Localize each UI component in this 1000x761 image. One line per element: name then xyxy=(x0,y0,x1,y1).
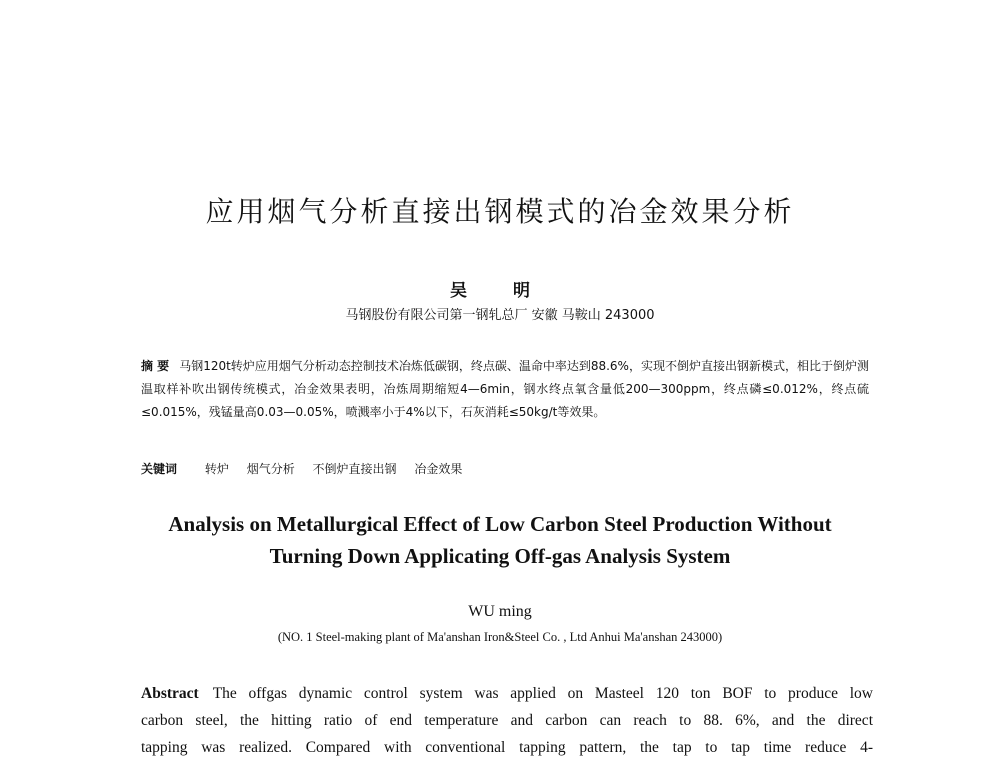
english-abstract-line-1: Abstract The offgas dynamic control system was applied on Masteel 120 ton BOF to produce low xyxy=(141,685,873,702)
chinese-abstract xyxy=(141,355,869,424)
chinese-keywords-label: 关键词 xyxy=(141,462,178,476)
english-abstract-label: Abstract xyxy=(141,685,199,702)
english-title xyxy=(120,508,880,572)
english-abstract-line-3: tapping was realized. Compared with conventional tapping pattern, the tap to tap time reduce 4- xyxy=(141,739,873,756)
english-title-line-2: Turning Down Applicating Off-gas Analysis System xyxy=(269,544,731,568)
english-author: WU ming xyxy=(468,603,532,620)
keyword: 烟气分析 xyxy=(246,462,295,476)
chinese-affiliation: 马钢股份有限公司第一钢轧总厂 安徽 马鞍山 243000 xyxy=(345,308,655,323)
english-title-line-1: Analysis on Metallurgical Effect of Low Carbon Steel Production Without xyxy=(168,512,832,536)
english-affiliation: (NO. 1 Steel-making plant of Ma'anshan Iron&Steel Co. , Ltd Anhui Ma'anshan 243000) xyxy=(277,630,723,644)
keyword: 转炉 xyxy=(204,462,229,476)
english-abstract xyxy=(141,680,873,761)
chinese-abstract-text: 马钢120t转炉应用烟气分析动态控制技术冶炼低碳钢，终点碳、温命中率达到88.6%，实现不倒炉直接出钢新模式，相比于倒炉测温取样补吹出钢传统模式，冶金效果表明，冶炼周期缩短4—6min，钢水终点氧含量低200—300ppm，终点磷≤0.012%，终点硫≤0.015%，残锰量高0.03—0.05%，喷溅率小于4%以下，石灰消耗≤50kg/t等效果。 xyxy=(141,359,869,419)
keyword: 不倒炉直接出钢 xyxy=(312,462,397,476)
chinese-abstract-label: 摘 要 xyxy=(141,359,170,373)
chinese-keywords xyxy=(141,460,869,477)
chinese-title: 应用烟气分析直接出钢模式的冶金效果分析 xyxy=(205,195,795,228)
keyword: 冶金效果 xyxy=(414,462,463,476)
english-abstract-line-2: carbon steel, the hitting ratio of end temperature and carbon can reach to 88. 6%, and the direct xyxy=(141,712,873,729)
chinese-author: 吴 明 xyxy=(450,281,550,301)
